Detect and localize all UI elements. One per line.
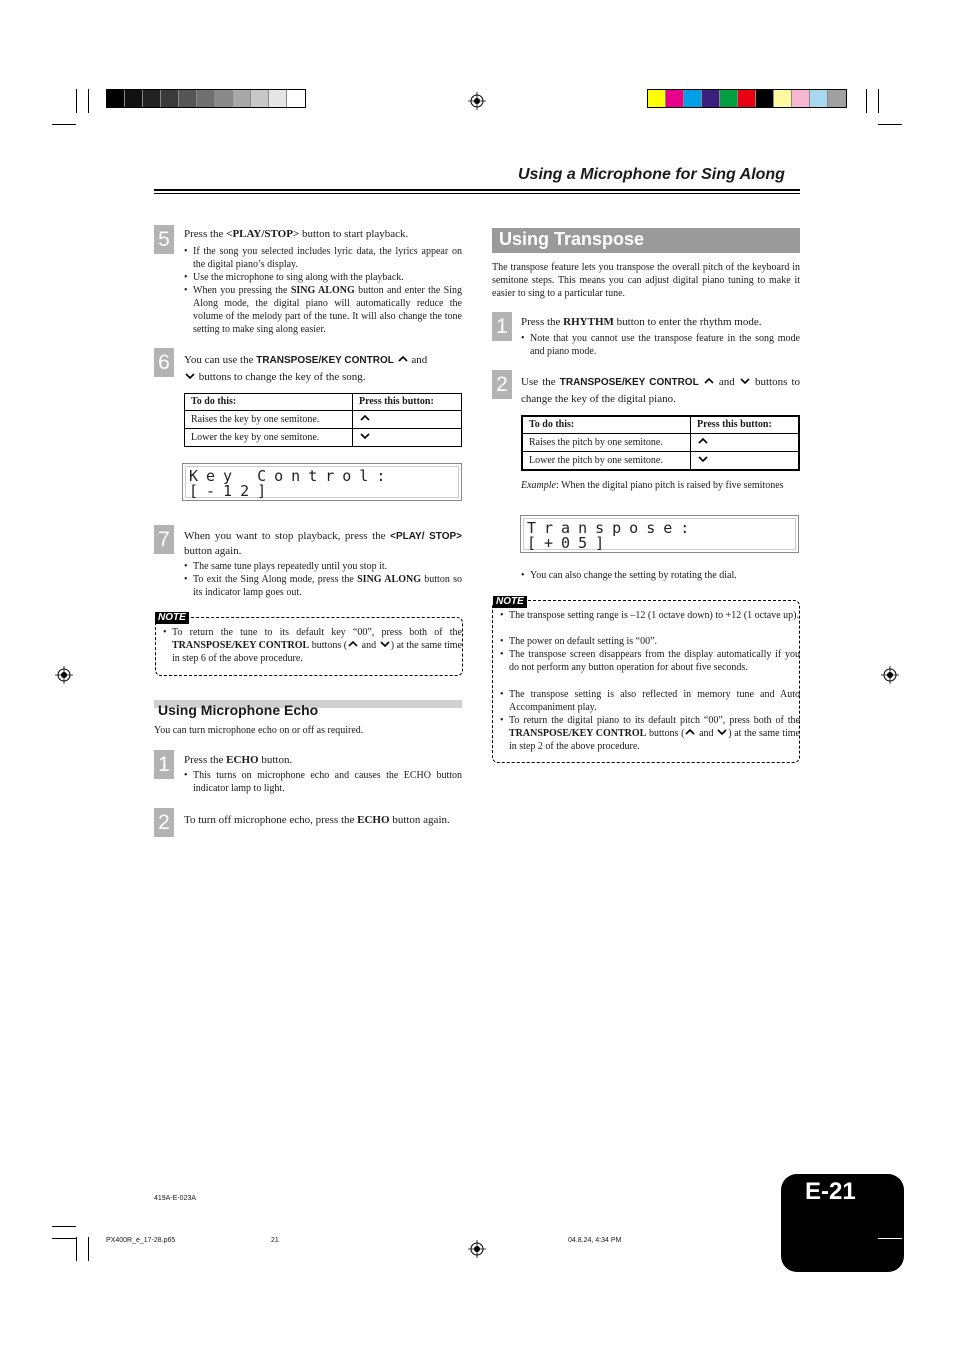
key-control-table <box>184 393 462 447</box>
lcd-line: [-12] <box>189 482 275 500</box>
color-calibration-bar <box>647 89 847 108</box>
lcd-line: [+05] <box>527 534 613 552</box>
chevron-up-icon <box>397 354 409 364</box>
gray-scale-bar <box>106 89 306 108</box>
color-swatch <box>251 90 269 107</box>
note-bullet: • To return the digital piano to its default pitch “00”, press both of the TRANSPOSE/KEY CONTROL buttons ( and ) at the same time in step 2 of the above procedure. <box>500 714 800 753</box>
crop-mark <box>76 1237 77 1261</box>
note-label: NOTE <box>493 596 527 608</box>
color-swatch <box>197 90 215 107</box>
step5-bullet: • When you pressing the SING ALONG button and enter the Sing Along mode, the digital piano will automatically reduce the volume of the melody part of the tune. It will also change the tone setting to make sing along easier. <box>184 284 462 336</box>
table-row: Raises the key by one semitone. <box>185 411 462 429</box>
color-swatch <box>684 90 702 107</box>
dial-bullet: • You can also change the setting by rotating the dial. <box>521 569 800 582</box>
color-swatch <box>792 90 810 107</box>
color-swatch <box>738 90 756 107</box>
color-swatch <box>756 90 774 107</box>
color-swatch <box>648 90 666 107</box>
color-swatch <box>161 90 179 107</box>
footer-page: 21 <box>271 1237 279 1244</box>
lcd-line: Transpose: <box>527 519 698 537</box>
registration-mark-icon <box>881 666 899 684</box>
crop-mark <box>866 89 867 113</box>
crop-mark <box>878 124 902 125</box>
color-swatch <box>269 90 287 107</box>
registration-mark-icon <box>468 92 486 110</box>
color-swatch <box>810 90 828 107</box>
page-number: E-21 <box>805 1178 856 1205</box>
step-number: 7 <box>154 525 174 554</box>
color-swatch <box>125 90 143 107</box>
step-number: 5 <box>154 225 174 254</box>
color-swatch <box>287 90 305 107</box>
crop-mark <box>52 1226 76 1227</box>
note-label: NOTE <box>155 612 189 624</box>
color-swatch <box>143 90 161 107</box>
note-bullet: • The transpose setting range is –12 (1 octave down) to +12 (1 octave up). <box>500 609 800 622</box>
registration-mark-icon <box>55 666 73 684</box>
step5-text: Press the <PLAY/STOP> button to start playback. <box>184 228 409 240</box>
chevron-down-icon <box>739 376 751 386</box>
chevron-down-icon <box>379 639 391 649</box>
chevron-down-icon <box>359 431 371 441</box>
table-header: Press this button: <box>691 416 800 434</box>
chevron-down-icon <box>697 454 709 464</box>
color-swatch <box>215 90 233 107</box>
header-rule <box>154 193 800 194</box>
lcd-display-key-control <box>182 463 462 501</box>
color-swatch <box>828 90 846 107</box>
transpose-intro: The transpose feature lets you transpose the overall pitch of the keyboard in semitone steps. This means you can adjust digital piano tuning to make it easier to sing to a particular tune. <box>492 262 800 299</box>
echo-step2-text: To turn off microphone echo, press the ECHO button again. <box>184 814 450 826</box>
example-text: Example: When the digital piano pitch is raised by five semitones <box>521 480 784 491</box>
chevron-down-icon <box>716 727 728 737</box>
echo-intro: You can turn microphone echo on or off as required. <box>154 725 364 736</box>
color-swatch <box>702 90 720 107</box>
echo-step1-bullet: • This turns on microphone echo and causes the ECHO button indicator lamp to light. <box>184 769 462 795</box>
color-swatch <box>107 90 125 107</box>
chevron-up-icon <box>347 639 359 649</box>
doc-code: 419A-E-023A <box>154 1195 197 1202</box>
footer-file: PX400R_e_17-28.p65 <box>106 1237 176 1244</box>
transpose-step1-bullet: • Note that you cannot use the transpose feature in the song mode and piano mode. <box>521 332 800 358</box>
crop-mark <box>878 1238 902 1239</box>
step-number: 2 <box>154 808 174 837</box>
color-swatch <box>179 90 197 107</box>
step-number: 1 <box>492 312 512 341</box>
note-bullet: • To return the tune to its default key “00”, press both of the TRANSPOSE/KEY CONTROL buttons ( and ) at the same time in step 6 of the above procedure. <box>163 626 462 665</box>
header-rule <box>154 189 800 191</box>
page-header-title: Using a Microphone for Sing Along <box>518 166 785 183</box>
step5-bullet: • If the song you selected includes lyric data, the lyrics appear on the digital piano’s display. <box>184 245 462 271</box>
color-swatch <box>774 90 792 107</box>
step-number: 1 <box>154 750 174 779</box>
color-swatch <box>720 90 738 107</box>
table-row: Raises the pitch by one semitone. <box>522 434 799 452</box>
note-bullet: • The power on default setting is “00”. <box>500 635 800 648</box>
section-title: Using Transpose <box>499 229 645 249</box>
step5-bullet: • Use the microphone to sing along with the playback. <box>184 271 462 284</box>
crop-mark <box>88 1237 89 1261</box>
chevron-up-icon <box>697 436 709 446</box>
lcd-display-transpose <box>520 515 799 553</box>
step7-bullet: • To exit the Sing Along mode, press the SING ALONG button so its indicator lamp goes out. <box>184 573 462 599</box>
step7-bullet: • The same tune plays repeatedly until you stop it. <box>184 560 462 573</box>
crop-mark <box>76 89 77 113</box>
chevron-up-icon <box>703 376 715 386</box>
subsection-title: Using Microphone Echo <box>158 702 319 718</box>
crop-mark <box>88 89 89 113</box>
crop-mark <box>878 89 879 113</box>
registration-mark-icon <box>468 1240 486 1258</box>
footer-date: 04.8.24, 4:34 PM <box>568 1237 622 1244</box>
table-row: Lower the pitch by one semitone. <box>522 452 799 471</box>
step-number: 6 <box>154 348 174 377</box>
note-bullet: • The transpose setting is also reflected in memory tune and Auto Accompaniment play. <box>500 688 800 714</box>
chevron-up-icon <box>359 413 371 423</box>
crop-mark <box>52 1238 76 1239</box>
step6-text: You can use the TRANSPOSE/KEY CONTROL and buttons to change the key of the song. <box>184 354 428 383</box>
crop-mark <box>52 124 76 125</box>
echo-step1-text: Press the ECHO button. <box>184 754 293 766</box>
step-number: 2 <box>492 370 512 399</box>
step7-text: When you want to stop playback, press the <PLAY/ STOP> button again. <box>184 530 462 557</box>
table-row: Lower the key by one semitone. <box>185 429 462 447</box>
transpose-table <box>521 415 800 471</box>
transpose-step2-text: Use the TRANSPOSE/KEY CONTROL and buttons to change the key of the digital piano. <box>521 376 800 405</box>
transpose-step1-text: Press the RHYTHM button to enter the rhythm mode. <box>521 316 762 328</box>
lcd-line: Key Control: <box>189 467 394 485</box>
color-swatch <box>666 90 684 107</box>
table-header: To do this: <box>522 416 691 434</box>
table-header: Press this button: <box>353 394 462 411</box>
chevron-up-icon <box>684 727 696 737</box>
note-bullet: • The transpose screen disappears from the display automatically if you do not perform any button operation for about five seconds. <box>500 648 800 674</box>
color-swatch <box>233 90 251 107</box>
chevron-down-icon <box>184 371 196 381</box>
table-header: To do this: <box>185 394 353 411</box>
